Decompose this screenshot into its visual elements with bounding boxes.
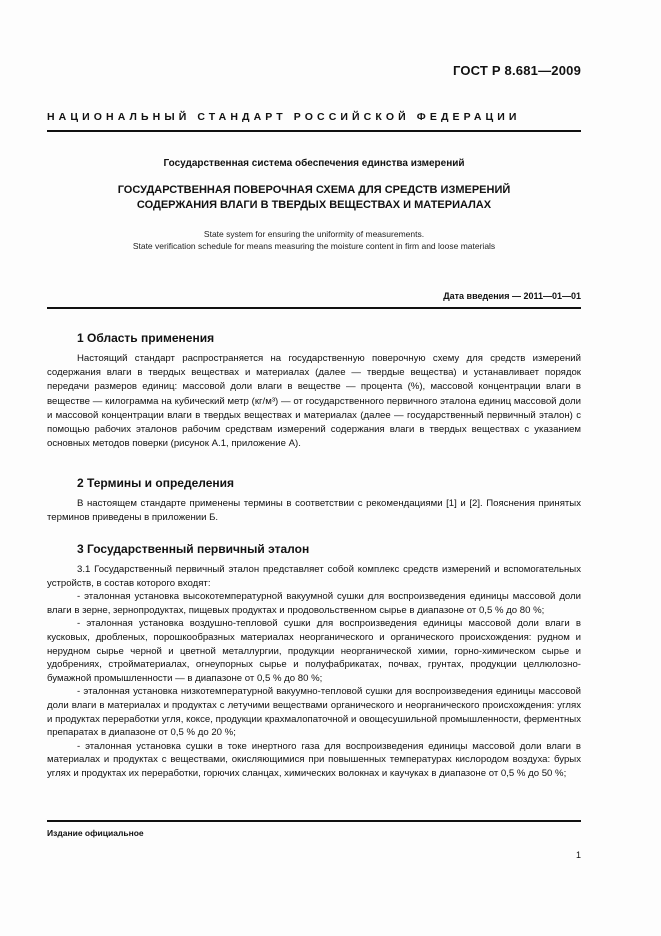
page-number: 1: [575, 850, 581, 860]
header-divider: [47, 130, 581, 132]
section-2-heading: 2 Термины и определения: [77, 476, 235, 490]
english-title: [47, 228, 581, 252]
list-item: - эталонная установка сушки в токе инертного газа для воспроизведения единицы массовой доли влаги в материалах и продуктах с веществами, окисляющимися при повышенных температурах кислородом воздуха: бурых углях и продуктах их переработки, горючих сланцах, химических волокнах и каучуках в диапазоне от 0,5 % до 50 %;: [47, 740, 581, 779]
introduction-date: Дата введения — 2011—01—01: [443, 291, 581, 301]
section-3-body: [47, 563, 581, 781]
edition-note: Издание официальное: [47, 828, 144, 838]
section-1-text: Настоящий стандарт распространяется на государственную поверочную схему для средств измерений содержания влаги в твердых веществах и материалах (далее — твердые вещества) и устанавливает порядок передачи размеров единиц: массовой доли влаги в веществе — процента (%), массовой концентрации влаги в веществе — килограмма на кубический метр (кг/м³) — от государственного первичного эталона единиц массовой доли и массовой концентрации влаги в твердых веществах и материалах (далее — государственный первичный эталон) с помощью рабочих эталонов рабочим средствам измерений содержания влаги в твердых веществах с указанием основных методов поверки (рисунок А.1, приложение А).: [47, 353, 581, 450]
section-2-text: В настоящем стандарте применены термины в соответствии с рекомендациями [1] и [2]. Пояснения принятых терминов приведены в приложении Б.: [47, 498, 581, 524]
list-item: - эталонная установка воздушно-тепловой сушки для воспроизведения единицы массовой доли влаги в кусковых, дробленых, порошкообразных материалах неорганического и органического происхождения: рудном и нерудном сырье черной и цветной металлургии, продукции неорганической химии, горно-химическом сырье и удобрениях, стройматериалах, огнеупорных сырье и полуфабрикатах, почвах, грунтах, продукции целлюлозно-бумажной промышленности — в диапазоне от 0,5 % до 80 %;: [47, 618, 581, 684]
list-item: - эталонная установка низкотемпературной вакуумно-тепловой сушки для воспроизведения единицы массовой доли влаги в материалах и продуктах с летучими веществами органического и неорганического происхождения: углях и продуктах переработки угля, коксе, продукции крахмалопаточной и овощесушильной промышленности, ферментных препаратах в диапазоне от 0,5 % до 20 %;: [47, 686, 581, 739]
section-3-heading: 3 Государственный первичный эталон: [77, 542, 310, 556]
date-divider: [47, 307, 581, 309]
footer-divider: [47, 820, 581, 822]
section-1-heading: 1 Область применения: [77, 331, 215, 345]
document-title: [47, 183, 581, 213]
national-standard-banner: НАЦИОНАЛЬНЫЙ СТАНДАРТ РОССИЙСКОЙ ФЕДЕРАЦИИ: [47, 111, 521, 123]
english-title-line: State verification schedule for means measuring the moisture content in firm and loose materials: [132, 241, 496, 251]
standard-code: ГОСТ Р 8.681—2009: [452, 63, 581, 78]
section-3-intro: 3.1 Государственный первичный эталон представляет собой комплекс средств измерений и вспомогательных устройств, в состав которого входят:: [47, 564, 581, 589]
document-title-line: СОДЕРЖАНИЯ ВЛАГИ В ТВЕРДЫХ ВЕЩЕСТВАХ И МАТЕРИАЛАХ: [136, 199, 492, 211]
document-title-line: ГОСУДАРСТВЕННАЯ ПОВЕРОЧНАЯ СХЕМА ДЛЯ СРЕДСТВ ИЗМЕРЕНИЙ: [117, 184, 511, 196]
list-item: - эталонная установка высокотемпературной вакуумной сушки для воспроизведения единицы массовой доли влаги в зерне, зернопродуктах, пищевых продуктах и продовольственном сырье в диапазоне от 0,5 % до 80 %;: [47, 591, 581, 616]
english-title-line: State system for ensuring the uniformity of measurements.: [203, 229, 425, 239]
system-title: Государственная система обеспечения единства измерений: [163, 158, 465, 169]
